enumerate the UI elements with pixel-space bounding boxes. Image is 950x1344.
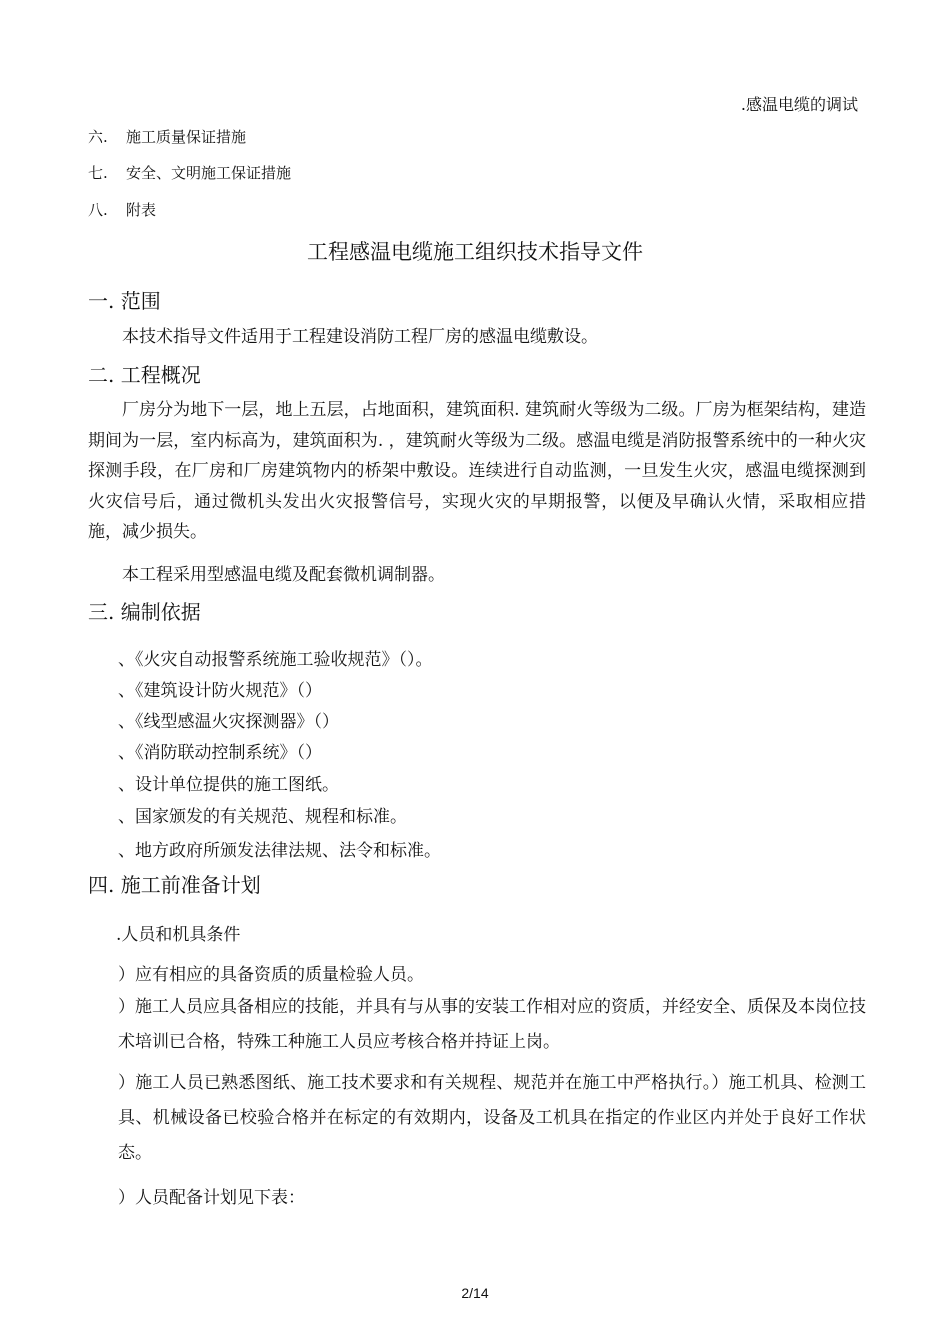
requirement-paragraph: ）施工人员应具备相应的技能，并具有与从事的安装工作相对应的资质，并经安全、质保及本岗位技术培训已合格，特殊工种施工人员应考核合格并持证上岗。 — [118, 997, 866, 1052]
subsection-heading: .人员和机具条件 — [116, 925, 241, 945]
list-item: 、《消防联动控制系统》（） — [118, 743, 322, 763]
section-heading-scope: 一. 范围 — [88, 289, 161, 313]
toc-item-label: 安全、文明施工保证措施 — [126, 164, 292, 182]
requirement-paragraph: ）人员配备计划见下表： — [118, 1188, 305, 1208]
toc-item-number: 七. — [88, 164, 108, 182]
list-item: 、《建筑设计防火规范》（） — [118, 681, 322, 701]
scope-paragraph: 本技术指导文件适用于工程建设消防工程厂房的感温电缆敷设。 — [122, 327, 598, 347]
toc-item-label: 附表 — [126, 201, 157, 219]
requirement-paragraph: ）施工人员已熟悉图纸、施工技术要求和有关规程、规范并在施工中严格执行。）施工机具、检测工具、机械设备已校验合格并在标定的有效期内，设备及工机具在指定的作业区内并处于良好工作状态。 — [118, 1073, 866, 1163]
toc-item-number: 六. — [88, 128, 108, 146]
section-heading-basis: 三. 编制依据 — [88, 600, 201, 624]
list-item: 、《线型感温火灾探测器》（） — [118, 712, 339, 732]
section-heading-overview: 二. 工程概况 — [88, 363, 201, 387]
list-item: 、《火灾自动报警系统施工验收规范》（）。 — [118, 650, 433, 670]
requirement-paragraph: ）应有相应的具备资质的质量检验人员。 — [118, 965, 424, 985]
toc-item-number: 八. — [88, 201, 108, 219]
toc-item[interactable] — [88, 162, 291, 183]
header-note: .感温电缆的调试 — [740, 95, 858, 114]
section-heading-preparation: 四. 施工前准备计划 — [88, 873, 261, 897]
overview-paragraph-2: 本工程采用型感温电缆及配套微机调制器。 — [122, 565, 445, 585]
document-title: 工程感温电缆施工组织技术指导文件 — [307, 240, 643, 264]
page-number: 2/14 — [461, 1285, 489, 1301]
list-item: 、设计单位提供的施工图纸。 — [118, 775, 339, 795]
toc-item[interactable] — [88, 199, 156, 220]
toc-item-label: 施工质量保证措施 — [126, 128, 247, 146]
list-item: 、国家颁发的有关规范、规程和标准。 — [118, 807, 407, 827]
list-item: 、地方政府所颁发法律法规、法令和标准。 — [118, 841, 441, 861]
overview-paragraph: 厂房分为地下一层，地上五层，占地面积，建筑面积. 建筑耐火等级为二级。厂房为框架结构，建造期间为一层，室内标高为，建筑面积为. ，建筑耐火等级为二级。感温电缆是消防报警系统中的一种火灾探测手段，在厂房和厂房建筑物内的桥架中敷设。连续进行自动监测，一旦发生火灾，感温电缆探测到火灾信号后，通过微机头发出火灾报警信号，实现火灾的早期报警，以便及早确认火情，采取相应措施，减少损失。 — [88, 400, 866, 542]
toc-item[interactable] — [88, 126, 246, 147]
